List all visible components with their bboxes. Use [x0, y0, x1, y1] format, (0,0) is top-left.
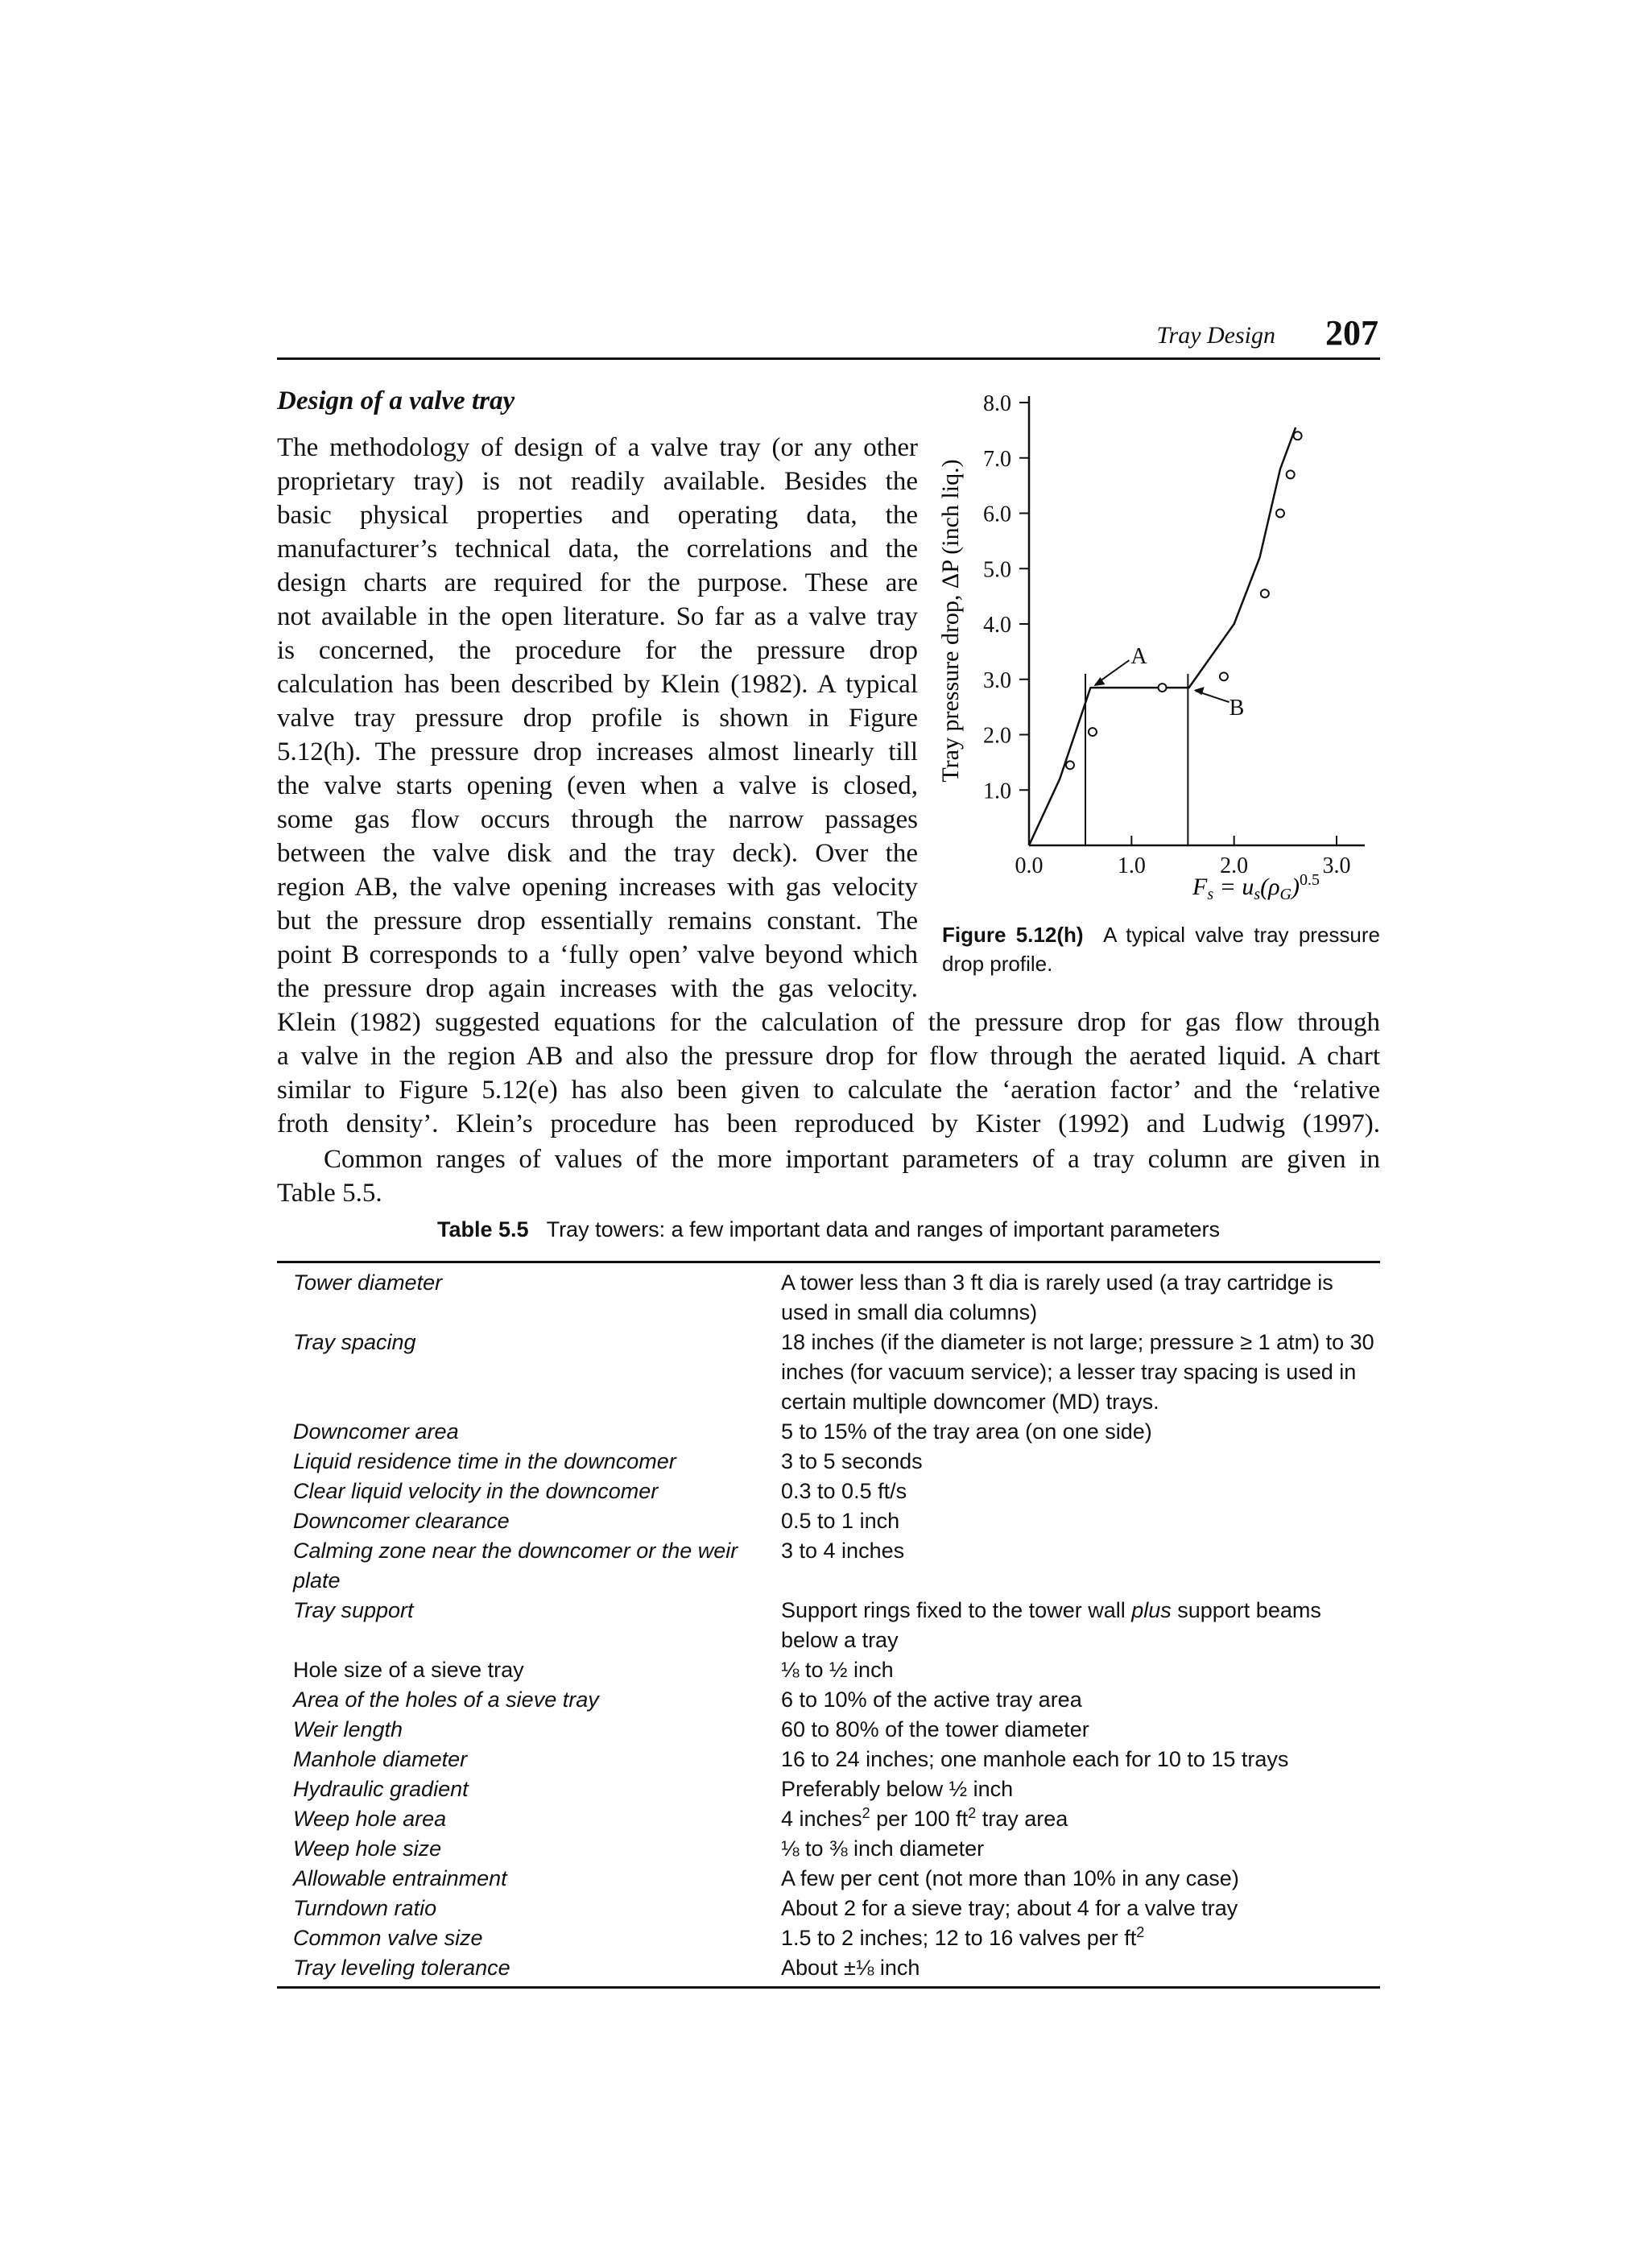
x-tick-label: 0.0 — [1015, 853, 1044, 878]
text-line: point B corresponds to a ‘fully open’ valve beyond which — [277, 940, 918, 969]
value-text: per 100 ft — [870, 1807, 969, 1831]
parameter-cell: Liquid residence time in the downcomer — [293, 1449, 676, 1473]
table-row — [277, 1506, 1380, 1536]
table-row — [277, 1774, 1380, 1804]
figure-caption — [942, 920, 1380, 978]
superscript: 2 — [862, 1805, 870, 1821]
text-line: similar to Figure 5.12(e) has also been given to calculate the ‘aeration factor’ and the ‘relative — [277, 1076, 1380, 1105]
parameter-cell: Weep hole size — [293, 1836, 442, 1861]
parameter-cell: Common valve size — [293, 1926, 483, 1950]
parameter-cell: Hole size of a sieve tray — [293, 1658, 524, 1682]
parameter-cell: Weir length — [293, 1717, 403, 1741]
value-cell: About 2 for a sieve tray; about 4 for a valve tray — [781, 1896, 1238, 1920]
value-cell: 0.3 to 0.5 ft/s — [781, 1479, 907, 1503]
parameter-cell: Clear liquid velocity in the downcomer — [293, 1479, 659, 1503]
parameter-cell: Calming zone near the downcomer or the weir plate — [293, 1539, 738, 1593]
value-cell: A tower less than 3 ft dia is rarely used (a tray cartridge is used in small dia columns) — [781, 1270, 1333, 1324]
text-line: but the pressure drop essentially remains constant. The — [277, 907, 918, 936]
running-title: Tray Design — [1156, 322, 1275, 349]
y-tick-label: 8.0 — [983, 391, 1011, 416]
text-line: some gas flow occurs through the narrow passages — [277, 805, 918, 834]
value-text: 1.5 to 2 inches; 12 to 16 valves per ft — [781, 1926, 1137, 1950]
parameter-cell: Tray support — [293, 1598, 414, 1622]
parameter-cell: Allowable entrainment — [293, 1866, 507, 1890]
value-cell: Support rings fixed to the tower wall plus support beams below a tray — [781, 1598, 1321, 1652]
value-cell: 5 to 15% of the tray area (on one side) — [781, 1419, 1152, 1444]
table-row — [277, 1417, 1380, 1447]
value-cell: 3 to 4 inches — [781, 1539, 905, 1563]
table-row — [277, 1953, 1380, 1983]
x-tick-label: 1.0 — [1117, 853, 1146, 878]
text-line: 5.12(h). The pressure drop increases almost linearly till — [277, 737, 918, 766]
text-line: manufacturer’s technical data, the correlations and the — [277, 535, 918, 564]
annotation-label-b: B — [1229, 696, 1245, 721]
value-text: 4 inches — [781, 1807, 862, 1831]
page-number: 207 — [1325, 313, 1378, 353]
text-line: basic physical properties and operating data, the — [277, 501, 918, 530]
text-line: a valve in the region AB and also the pressure drop for flow through the aerated liquid. A chart — [277, 1042, 1380, 1071]
value-cell: ⅛ to ⅜ inch diameter — [781, 1836, 985, 1861]
text-line: valve tray pressure drop profile is shown in Figure — [277, 704, 918, 733]
figure-caption-start: A typical valve tray pressure — [1103, 923, 1380, 947]
superscript: 2 — [1136, 1924, 1145, 1940]
parameter-cell: Downcomer area — [293, 1419, 459, 1444]
text-line: calculation has been described by Klein (1982). A typical — [277, 670, 918, 699]
y-tick-label: 1.0 — [983, 779, 1011, 804]
value-cell: ⅛ to ½ inch — [781, 1658, 894, 1682]
annotation-label-a: A — [1130, 644, 1147, 670]
data-point-marker — [1066, 761, 1074, 769]
y-tick-label: 3.0 — [983, 667, 1011, 693]
parameters-table — [277, 1261, 1380, 1989]
y-tick-label: 7.0 — [983, 446, 1011, 472]
figure-label: Figure 5.12(h) — [942, 923, 1084, 947]
parameter-cell: Tray spacing — [293, 1330, 416, 1354]
text-line: not available in the open literature. So far as a valve tray — [277, 602, 918, 631]
text-line: is concerned, the procedure for the pressure drop — [277, 636, 918, 665]
parameter-cell: Area of the holes of a sieve tray — [293, 1688, 599, 1712]
text-line: Common ranges of values of the more important parameters of a tray column are given in — [324, 1145, 1380, 1174]
table-row — [277, 1477, 1380, 1506]
parameter-cell: Tower diameter — [293, 1270, 443, 1295]
data-point-marker — [1159, 684, 1167, 692]
value-cell: A few per cent (not more than 10% in any case) — [781, 1866, 1239, 1890]
x-axis-label: $F_s = u_s(\rho_G)^{0.5}$ — [1192, 871, 1320, 903]
table-row — [277, 1596, 1380, 1655]
value-text: tray area — [976, 1807, 1068, 1831]
parameter-cell: Turndown ratio — [293, 1896, 437, 1920]
data-point-marker — [1287, 470, 1295, 478]
table-row — [277, 1804, 1380, 1834]
superscript: 2 — [968, 1805, 977, 1821]
table-row — [277, 1655, 1380, 1685]
x-tick-label: 3.0 — [1322, 853, 1351, 878]
running-head — [277, 313, 1380, 360]
text-line: the pressure drop again increases with the gas velocity. — [277, 974, 918, 1003]
table-row — [277, 1536, 1380, 1596]
parameter-cell: Weep hole area — [293, 1807, 447, 1831]
value-cell: 18 inches (if the diameter is not large; pressure ≥ 1 atm) to 30 inches (for vacuum service); a lesser tray spacing is used in certain multiple downcomer (MD) trays. — [781, 1330, 1374, 1414]
data-point-marker — [1276, 510, 1284, 518]
table-label: Table 5.5 — [437, 1217, 529, 1241]
data-point-marker — [1294, 432, 1302, 440]
text-line: region AB, the valve opening increases with gas velocity — [277, 873, 918, 902]
figure-caption-end: drop profile. — [942, 952, 1053, 976]
value-cell: 6 to 10% of the active tray area — [781, 1688, 1082, 1712]
y-tick-label: 4.0 — [983, 613, 1011, 638]
text-line: the valve starts opening (even when a valve is closed, — [277, 771, 918, 800]
value-cell — [781, 1923, 1380, 1953]
text-line: Klein (1982) suggested equations for the calculation of the pressure drop for gas flow through — [277, 1008, 1380, 1037]
value-cell: 3 to 5 seconds — [781, 1449, 923, 1473]
pressure-drop-curve — [1029, 428, 1296, 845]
y-tick-label: 5.0 — [983, 557, 1011, 583]
data-point-marker — [1089, 728, 1097, 736]
text-line: design charts are required for the purpose. These are — [277, 568, 918, 597]
x-tick-label: 2.0 — [1220, 853, 1249, 878]
y-tick-label: 2.0 — [983, 723, 1011, 749]
parameter-cell: Tray leveling tolerance — [293, 1956, 510, 1980]
y-tick-label: 6.0 — [983, 502, 1011, 527]
value-cell: About ±⅛ inch — [781, 1956, 920, 1980]
table-row — [277, 1864, 1380, 1894]
parameter-cell: Manhole diameter — [293, 1747, 468, 1771]
table-row — [277, 1894, 1380, 1923]
table-row — [277, 1715, 1380, 1745]
table-title: Tray towers: a few important data and ranges of important parameters — [546, 1217, 1220, 1241]
parameter-cell: Downcomer clearance — [293, 1509, 510, 1533]
data-point-marker — [1261, 589, 1269, 597]
table-row — [277, 1328, 1380, 1417]
value-cell: 16 to 24 inches; one manhole each for 10 to 15 trays — [781, 1747, 1289, 1771]
text-line: between the valve disk and the tray deck). Over the — [277, 839, 918, 868]
table-row — [277, 1745, 1380, 1774]
table-row — [277, 1834, 1380, 1864]
parameter-cell: Hydraulic gradient — [293, 1777, 469, 1801]
table-row — [277, 1923, 1380, 1953]
table-row — [277, 1685, 1380, 1715]
text-line: Table 5.5. — [277, 1179, 382, 1208]
table-row — [277, 1268, 1380, 1328]
section-heading: Design of a valve tray — [277, 386, 515, 415]
text-line: The methodology of design of a valve tray (or any other — [277, 433, 918, 462]
table-row — [277, 1447, 1380, 1477]
data-point-marker — [1220, 672, 1228, 680]
text-line: froth density’. Klein’s procedure has been reproduced by Kister (1992) and Ludwig (1997). — [277, 1109, 1380, 1138]
value-cell: 0.5 to 1 inch — [781, 1509, 900, 1533]
y-axis-label: Tray pressure drop, ΔP (inch liq.) — [937, 459, 964, 783]
value-cell: Preferably below ½ inch — [781, 1777, 1014, 1801]
text-line: proprietary tray) is not readily available. Besides the — [277, 467, 918, 496]
value-cell — [781, 1804, 1380, 1834]
value-cell: 60 to 80% of the tower diameter — [781, 1717, 1089, 1741]
pressure-drop-chart — [926, 370, 1393, 918]
table-caption — [277, 1217, 1380, 1242]
